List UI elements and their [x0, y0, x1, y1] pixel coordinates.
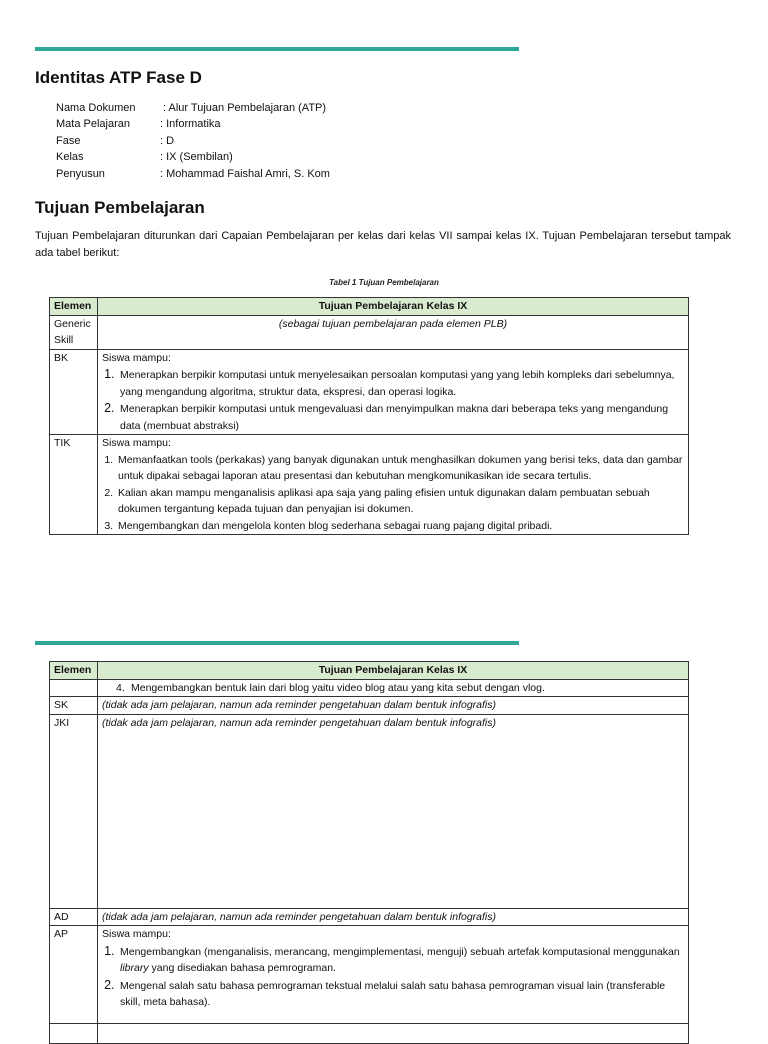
page1-top-rule	[35, 47, 519, 51]
list-item	[118, 943, 684, 977]
row-label: BK	[50, 349, 98, 435]
table-row-tik	[50, 435, 689, 535]
list-item: Mengembangkan bentuk lain dari blog yaitu video blog atau yang kita sebut dengan vlog.	[131, 681, 545, 694]
table-row-sk	[50, 697, 689, 715]
row-note: (tidak ada jam pelajaran, namun ada reminder pengetahuan dalam bentuk infografis)	[98, 697, 689, 715]
list-number: 4.	[116, 681, 125, 694]
row-content	[98, 435, 689, 535]
row-content	[98, 1023, 689, 1043]
row-content	[98, 679, 689, 697]
row-intro: Siswa mampu:	[102, 928, 171, 940]
identity-value: : Mohammad Faishal Amri, S. Kom	[160, 167, 330, 180]
list-item: 3. Mengembangkan dan mengelola konten blog sederhana sebagai ruang pajang digital pribadi.	[116, 518, 684, 535]
table-row-jki	[50, 714, 689, 908]
table-row-next	[50, 1023, 689, 1043]
row-intro: Siswa mampu:	[102, 351, 171, 364]
identity-value: : D	[160, 134, 175, 147]
header-elemen: Elemen	[50, 298, 98, 316]
objectives-table-page1	[49, 297, 689, 535]
row-content	[98, 349, 689, 435]
list-item-text: yang disediakan bahasa pemrograman.	[148, 962, 336, 974]
table-caption: Tabel 1 Tujuan Pembelajaran	[329, 278, 439, 287]
identity-key: Penyusun	[56, 167, 105, 180]
table-row-generic	[50, 315, 689, 349]
row-label: JKI	[50, 714, 98, 908]
identity-key: Fase	[56, 134, 81, 147]
objective-list	[102, 452, 684, 535]
table-row-continued	[50, 679, 689, 697]
table-header-row	[50, 298, 689, 316]
objective-list	[102, 943, 684, 1011]
identity-heading: Identitas ATP Fase D	[35, 68, 202, 87]
identity-value: : IX (Sembilan)	[160, 151, 233, 164]
objectives-table-page2	[49, 661, 689, 1044]
identity-value: : Informatika	[160, 118, 221, 131]
row-note: (tidak ada jam pelajaran, namun ada reminder pengetahuan dalam bentuk infografis)	[98, 714, 689, 908]
list-item: 2. Mengenal salah satu bahasa pemrograman tekstual melalui salah satu bahasa pemrograman visual lain (transferable skill, meta bahasa).	[118, 977, 684, 1011]
row-label: Generic Skill	[50, 315, 98, 349]
header-tujuan: Tujuan Pembelajaran Kelas IX	[98, 662, 689, 680]
row-label	[50, 679, 98, 697]
row-label: SK	[50, 697, 98, 715]
row-content	[98, 926, 689, 1024]
table-row-ad	[50, 908, 689, 926]
list-item: 1. Memanfaatkan tools (perkakas) yang banyak digunakan untuk menghasilkan dokumen yang berisi teks, data dan gambar untuk dipakai sebagai laporan atau presentasi dan kebutuhan mengkomunikasikan ide secara tertulis.	[116, 452, 684, 485]
row-intro: Siswa mampu:	[102, 437, 171, 449]
list-item-emphasis: library	[120, 962, 149, 974]
header-elemen: Elemen	[50, 662, 98, 680]
identity-key: Mata Pelajaran	[56, 118, 130, 131]
list-item: 2. Menerapkan berpikir komputasi untuk mengevaluasi dan menyimpulkan makna dari beberapa teks yang mengandung data (membuat abstraksi)	[118, 400, 684, 434]
page2-top-rule	[35, 641, 519, 645]
table-row-ap	[50, 926, 689, 1024]
list-item-text: Mengembangkan (menganalisis, merancang, mengimplementasi, menguji) sebuah artefak komputasional menggunakan	[120, 945, 680, 958]
header-tujuan: Tujuan Pembelajaran Kelas IX	[98, 298, 689, 316]
list-item: 1. Menerapkan berpikir komputasi untuk menyelesaikan persoalan komputasi yang yang lebih kompleks dari sebelumnya, yang mengandung algoritma, struktur data, ekspresi, dan operasi logika.	[118, 366, 684, 400]
row-note: (tidak ada jam pelajaran, namun ada reminder pengetahuan dalam bentuk infografis)	[98, 908, 689, 926]
table-row-bk	[50, 349, 689, 435]
row-label: AD	[50, 908, 98, 926]
table-header-row	[50, 662, 689, 680]
objective-list	[102, 366, 684, 434]
row-label: AP	[50, 926, 98, 1024]
intro-paragraph: Tujuan Pembelajaran diturunkan dari Capaian Pembelajaran per kelas dari kelas VII sampai kelas IX. Tujuan Pembelajaran tersebut tampak ada tabel berikut:	[35, 230, 731, 259]
identity-key: Nama Dokumen	[56, 102, 136, 114]
identity-key: Kelas	[56, 151, 84, 164]
row-note: (sebagai tujuan pembelajaran pada elemen PLB)	[98, 315, 689, 349]
section-title: Tujuan Pembelajaran	[35, 198, 205, 217]
list-item: 2. Kalian akan mampu menganalisis aplikasi apa saja yang paling efisien untuk digunakan dalam pembuatan sebuah dokumen tergantung kepada tujuan dan penyajian isi dokumen.	[116, 485, 684, 518]
row-label: TIK	[50, 435, 98, 535]
row-label	[50, 1023, 98, 1043]
identity-value: : Alur Tujuan Pembelajaran (ATP)	[163, 102, 327, 114]
